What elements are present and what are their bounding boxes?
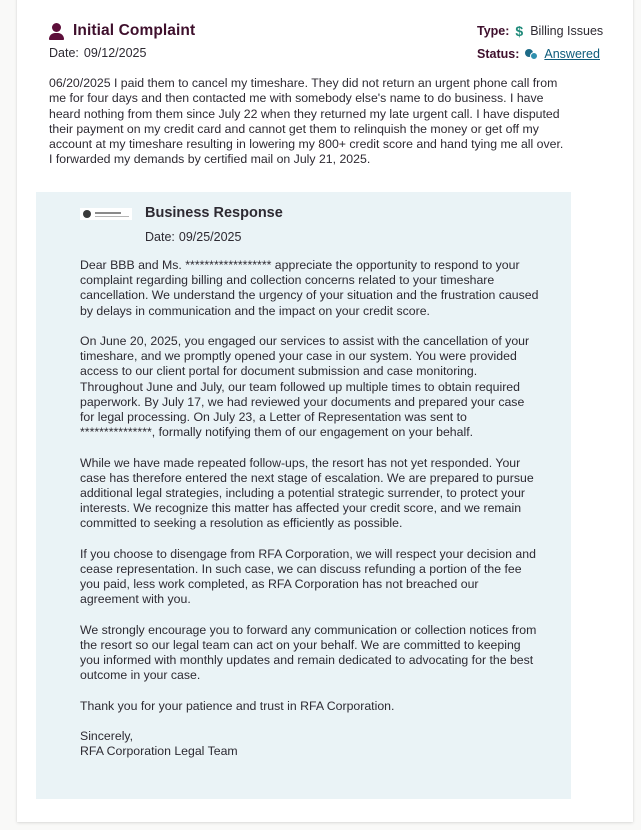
type-value: Billing Issues <box>530 24 604 38</box>
status-answered-link[interactable]: Answered <box>544 47 600 61</box>
person-icon <box>49 23 64 40</box>
complaint-type <box>477 23 603 39</box>
complaint-date-label: Date: <box>49 46 79 60</box>
complaint-status <box>477 46 603 62</box>
response-signature: RFA Corporation Legal Team <box>80 744 238 759</box>
response-paragraph: We strongly encourage you to forward any communication or collection notices from the resort so our legal team can act on your behalf. We are committed to keeping you informed with monthly updates and remain dedicated to advocating for the best outcome in your case. <box>80 622 537 683</box>
type-label: Type: <box>477 24 510 38</box>
complaint-card <box>17 0 633 822</box>
response-date <box>145 230 241 244</box>
response-paragraph: Thank you for your patience and trust in RFA Corporation. <box>80 698 395 713</box>
response-date-label: Date: <box>145 230 175 244</box>
complaint-title-row <box>49 20 195 42</box>
dollar-icon: $ <box>515 23 524 39</box>
logo-mark-icon <box>83 210 91 218</box>
response-body <box>80 258 540 760</box>
complaint-text: 06/20/2025 I paid them to cancel my timeshare. They did not return an urgent phone call from me for four days and then contacted me with somebody else's name to do business. I have heard nothing from them since July 22 when they returned my late urgent call. I have disputed their payment on my credit card and cannot get them to relinquish the money or get off my account at my timeshare resulting in lowering my 800+ credit score and hand tying me all over. I forwarded my demands by certified mail on July 21, 2025. <box>49 76 564 167</box>
complaint-date <box>49 46 195 60</box>
complaint-meta <box>477 23 603 69</box>
business-response <box>36 192 571 799</box>
response-paragraph: Dear BBB and Ms. ****************** appreciate the opportunity to respond to your complaint regarding billing and collection concerns related to your timeshare cancellation. We understand the urgency of your situation and the frustration caused by delays in communication and the impact on your credit score. <box>80 258 539 318</box>
response-paragraph: If you choose to disengage from RFA Corporation, we will respect your decision and cease representation. In such case, we can discuss refunding a portion of the fee you paid, less work completed, as RFA Corporation has not breached our agreement with you. <box>80 546 536 607</box>
status-label: Status: <box>477 47 520 61</box>
complaint-title: Initial Complaint <box>73 22 196 39</box>
response-title: Business Response <box>145 205 283 221</box>
business-logo <box>80 208 132 220</box>
response-paragraph: On June 20, 2025, you engaged our services to assist with the cancellation of your timeshare, and we promptly opened your case in our system. You were provided access to our client portal for document submission and case monitoring. Throughout June and July, our team followed up multiple times to obtain required paperwork. By July 17, we had reviewed your documents and prepared your case for legal processing. On July 23, a Letter of Representation was sent to ***************, formally notifying them of our engagement on your behalf. <box>80 334 530 440</box>
response-paragraph: While we have made repeated follow-ups, the resort has not yet responded. Your case has therefore entered the next stage of escalation. We are prepared to pursue additional legal strategies, including a potential strategic surrender, to protect your interests. We recognize this matter has affected your credit score, and we remain committed to seeking a resolution as efficiently as possible. <box>80 455 534 531</box>
complaint-header <box>49 20 195 60</box>
response-date-value: 09/25/2025 <box>178 230 242 244</box>
chat-bubbles-icon <box>525 49 539 60</box>
response-closing: Sincerely, <box>80 729 134 744</box>
complaint-date-value: 09/12/2025 <box>83 46 147 60</box>
